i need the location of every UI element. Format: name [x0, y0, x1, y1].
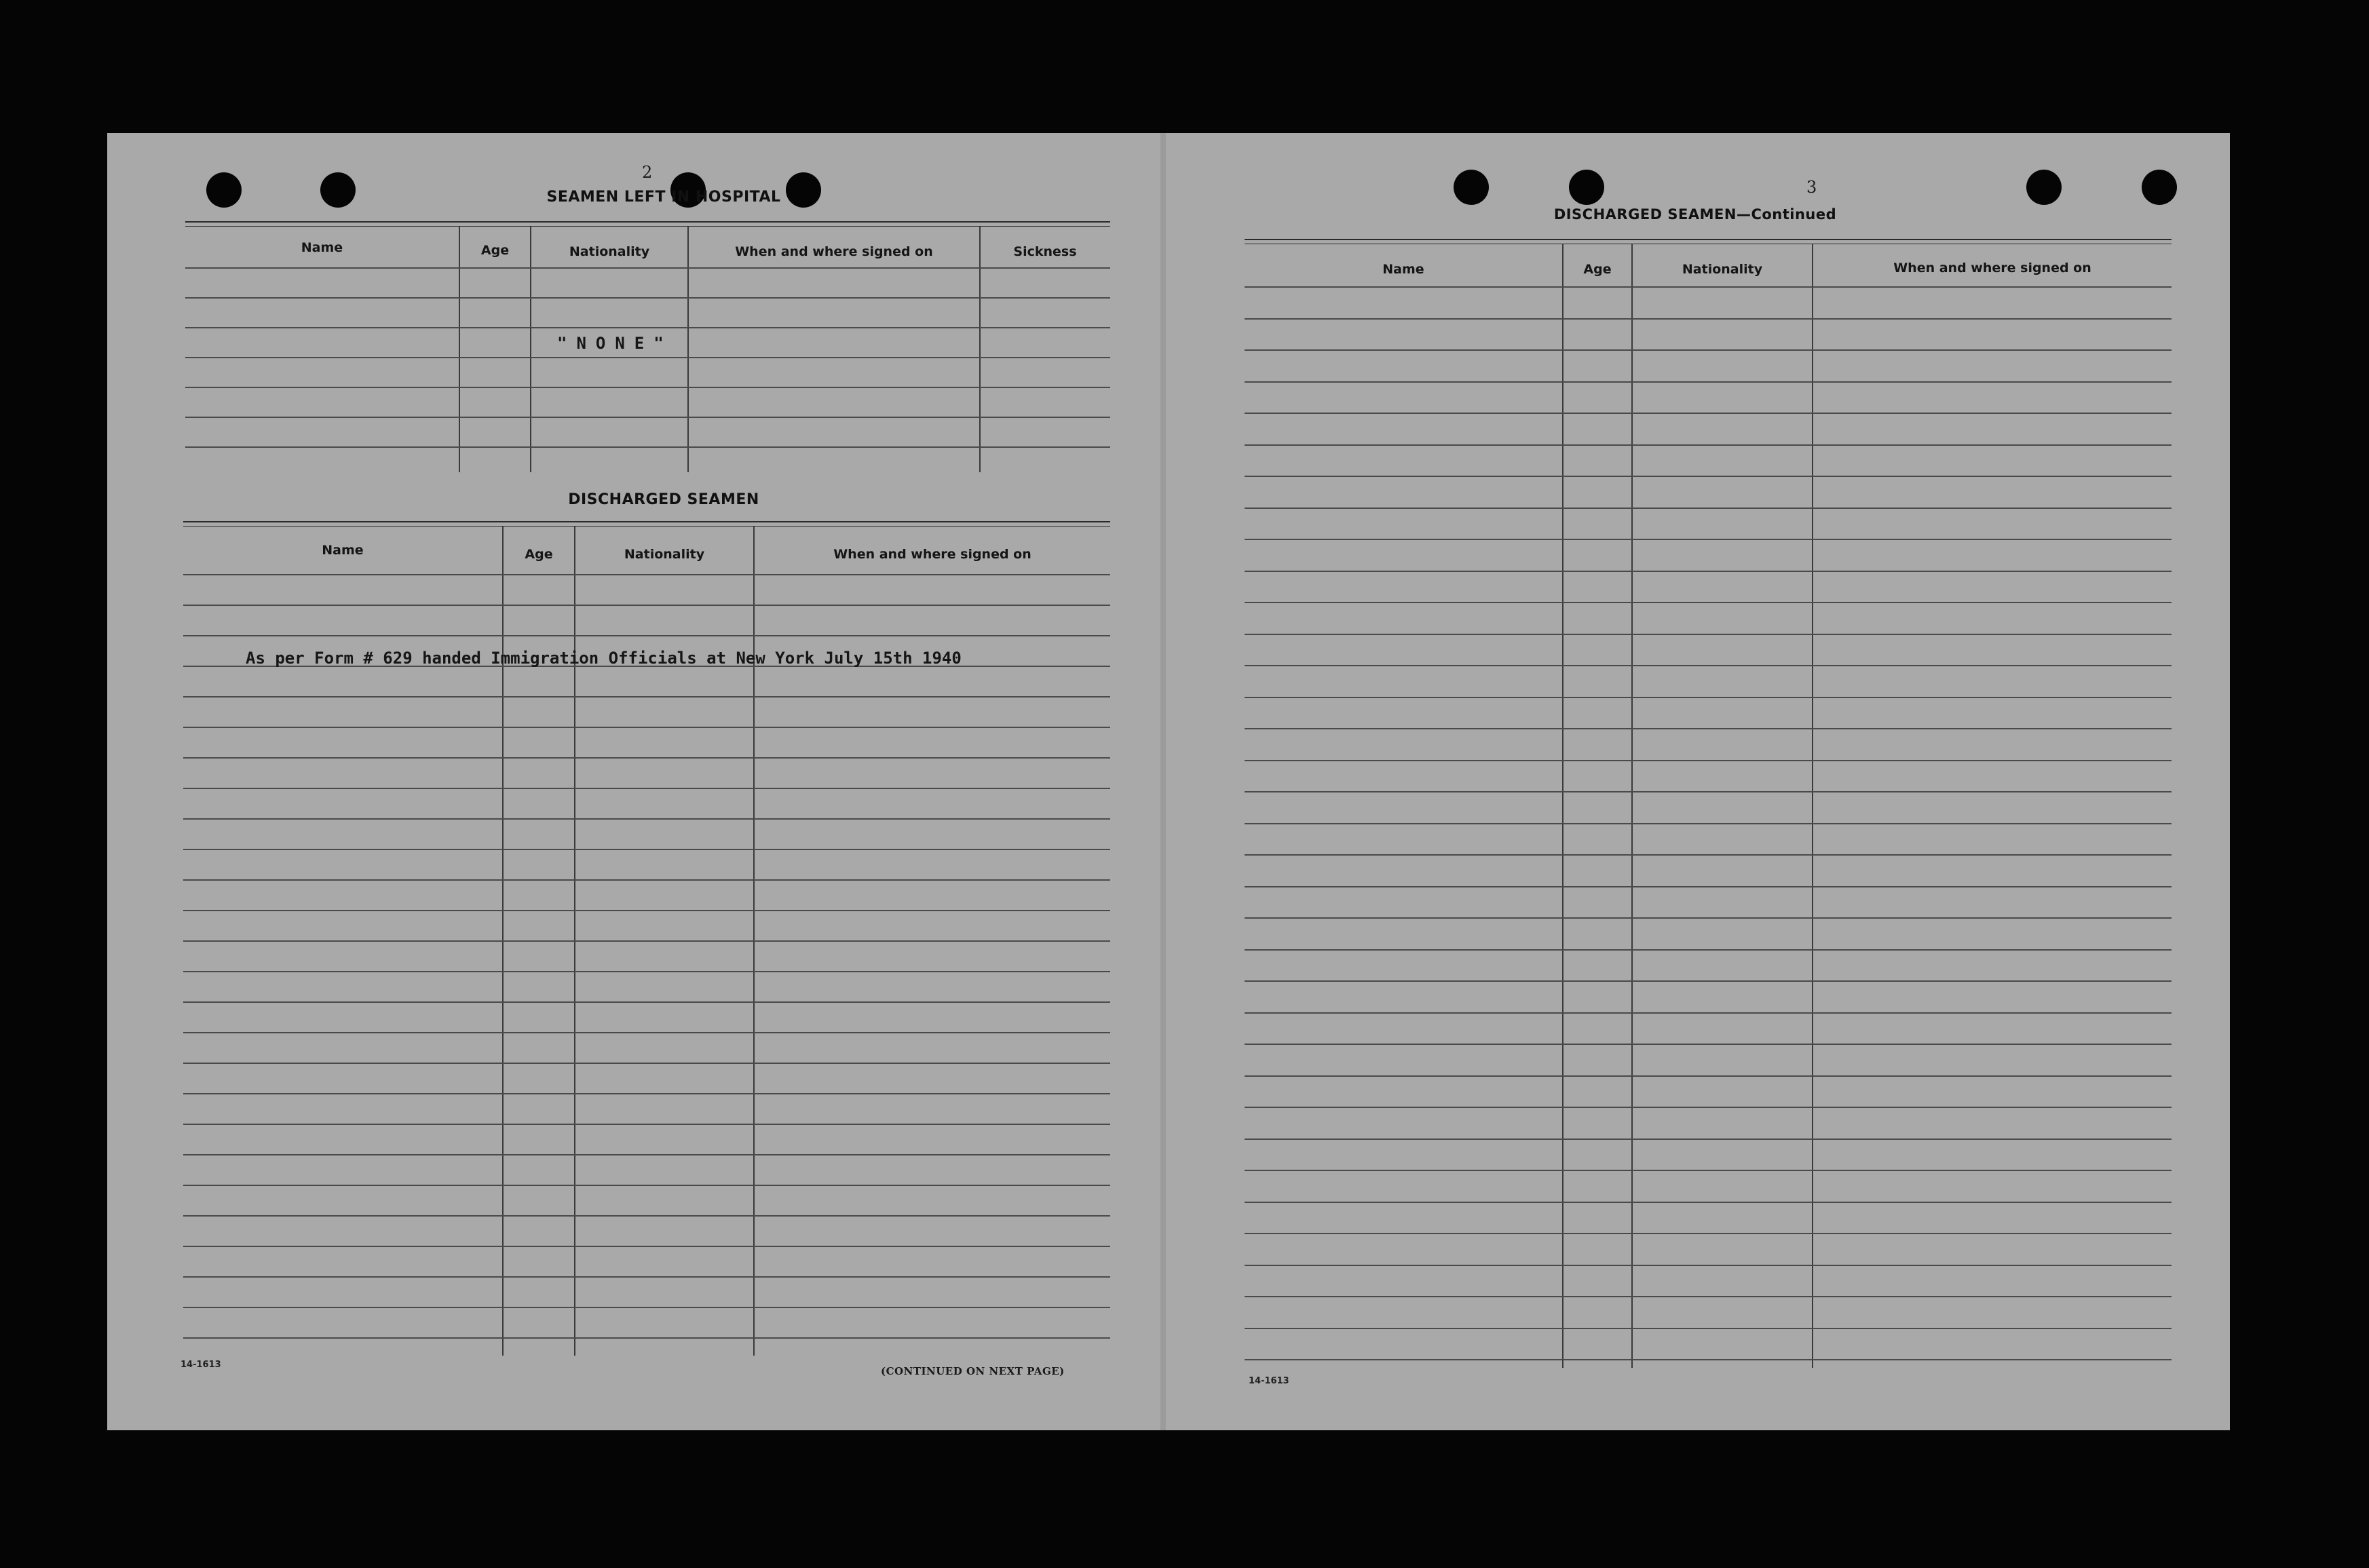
discharged-note: As per Form # 629 handed Immigration Officials at New York July 15th 1940: [246, 649, 962, 668]
ruled-line: [1245, 1170, 2172, 1171]
ruled-line: [183, 605, 1110, 606]
ruled-line: [1245, 697, 2172, 698]
ruled-line: [1245, 476, 2172, 477]
ruled-line: [1245, 286, 2172, 288]
right-page: [1166, 133, 2230, 1430]
ruled-line: [1245, 571, 2172, 572]
ruled-line: [1245, 1202, 2172, 1203]
column-header-age: Age: [1583, 262, 1612, 277]
discharged-table: [183, 521, 1110, 1354]
discharged-continued-title: DISCHARGED SEAMEN—Continued: [1553, 206, 1837, 223]
ruled-line: [183, 1276, 1110, 1278]
form-number: 14-1613: [1249, 1376, 1289, 1386]
column-header-signed-on: When and where signed on: [833, 547, 1031, 562]
column-header-nationality: Nationality: [1682, 262, 1763, 277]
page-number: 3: [1806, 178, 1817, 197]
binder-hole: [2142, 170, 2177, 205]
column-header-sickness: Sickness: [1013, 244, 1077, 259]
ruled-line: [183, 788, 1110, 789]
ruled-line: [1245, 980, 2172, 982]
column-header-age: Age: [525, 547, 553, 562]
ruled-line: [183, 1337, 1110, 1339]
column-header-age: Age: [480, 243, 510, 258]
ruled-line: [1245, 318, 2172, 320]
continued-footer: (CONTINUED ON NEXT PAGE): [881, 1365, 1065, 1377]
ruled-line: [1245, 1359, 2172, 1360]
ruled-line: [183, 849, 1110, 850]
form-number: 14-1613: [181, 1360, 221, 1370]
column-header-name: Name: [322, 543, 364, 558]
column-header-nationality: Nationality: [569, 244, 650, 259]
ruled-line: [1245, 791, 2172, 792]
ruled-line: [1245, 949, 2172, 951]
ruled-line: [183, 696, 1110, 697]
ruled-line: [1245, 349, 2172, 351]
ruled-line: [1245, 1233, 2172, 1234]
discharged-continued-table: [1245, 239, 2172, 1368]
ruled-line: [1245, 917, 2172, 919]
ruled-line: [1245, 444, 2172, 446]
ruled-line: [183, 727, 1110, 728]
binder-hole: [206, 172, 242, 208]
ruled-line: [183, 1124, 1110, 1125]
hospital-table: [185, 221, 1110, 472]
ruled-line: [183, 1032, 1110, 1033]
ruled-line: [1245, 381, 2172, 383]
ruled-line: [183, 635, 1110, 636]
ruled-line: [183, 910, 1110, 911]
ruled-line: [183, 1001, 1110, 1003]
ruled-line: [1245, 1265, 2172, 1266]
document-sheet: [107, 133, 2230, 1430]
hospital-section-title: SEAMEN LEFT IN HOSPITAL: [546, 189, 781, 206]
column-header-name: Name: [1382, 262, 1424, 277]
ruled-line: [1245, 1044, 2172, 1045]
ruled-line: [183, 1154, 1110, 1155]
ruled-line: [1245, 854, 2172, 856]
discharged-section-title: DISCHARGED SEAMEN: [568, 491, 759, 508]
ruled-line: [1245, 665, 2172, 666]
column-header-nationality: Nationality: [624, 547, 705, 562]
column-header-signed-on: When and where signed on: [1893, 261, 2091, 275]
ruled-line: [1245, 634, 2172, 635]
binder-hole: [320, 172, 356, 208]
ruled-line: [183, 1307, 1110, 1308]
column-header-name: Name: [301, 240, 343, 255]
left-page: [107, 133, 1160, 1430]
ruled-line: [1245, 508, 2172, 509]
ruled-line: [1245, 886, 2172, 887]
ruled-line: [1245, 602, 2172, 603]
ruled-line: [183, 818, 1110, 820]
binder-hole: [1454, 170, 1489, 205]
ruled-line: [183, 757, 1110, 759]
ruled-line: [1245, 1296, 2172, 1297]
ruled-line: [1245, 728, 2172, 729]
ruled-line: [1245, 539, 2172, 540]
ruled-line: [183, 1063, 1110, 1064]
binder-hole: [2026, 170, 2062, 205]
ruled-line: [1245, 413, 2172, 414]
binder-hole: [1569, 170, 1604, 205]
ruled-line: [1245, 760, 2172, 761]
page-number: 2: [642, 163, 653, 182]
ruled-line: [183, 1246, 1110, 1247]
ruled-line: [183, 1093, 1110, 1094]
ruled-line: [1245, 823, 2172, 824]
ruled-line: [1245, 1328, 2172, 1329]
page-fold: [1160, 133, 1166, 1430]
ruled-line: [183, 971, 1110, 972]
column-header-signed-on: When and where signed on: [735, 244, 933, 259]
ruled-line: [1245, 1075, 2172, 1077]
ruled-line: [1245, 1012, 2172, 1014]
ruled-line: [183, 940, 1110, 942]
ruled-line: [183, 574, 1110, 575]
ruled-line: [183, 1215, 1110, 1217]
ruled-line: [1245, 1139, 2172, 1140]
hospital-entry-none: "NONE": [557, 334, 673, 353]
ruled-line: [183, 1185, 1110, 1186]
ruled-line: [1245, 1107, 2172, 1108]
ruled-line: [183, 879, 1110, 881]
